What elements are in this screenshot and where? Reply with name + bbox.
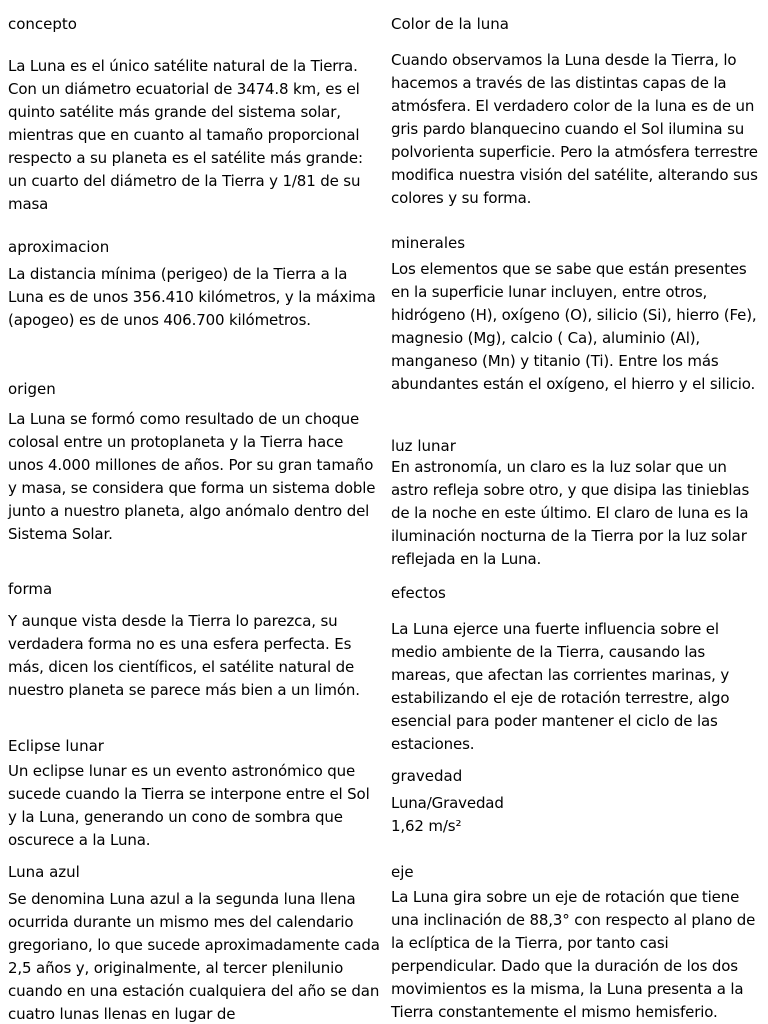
section-eclipse-lunar [8,736,380,756]
section-heading: aproximacion [8,238,110,256]
section-minerales-body [391,258,761,396]
section-eclipse-lunar-body [8,760,380,852]
section-text: La Luna es el único satélite natural de la Tierra. Con un diámetro ecuatorial de 3474.8 km, es el quinto satélite más grande del sistema solar, mientras que en cuanto al tamaño proporcional respecto a su planeta es el satélite más grande: un cuarto del diámetro de la Tierra y 1/81 de su masa [8,57,363,213]
section-text: Se denomina Luna azul a la segunda luna llena ocurrida durante un mismo mes del calendario gregoriano, lo que sucede aproximadamente cada 2,5 años y, originalmente, al tercer plenilunio cuando en una estación cualquiera del año se dan cuatro lunas llenas en lugar de [8,890,380,1023]
section-gravedad-body [391,792,761,838]
section-text: Cuando observamos la Luna desde la Tierra, lo hacemos a través de las distintas capas de la atmósfera. El verdadero color de la luna es de un gris pardo blanquecino cuando el Sol ilumina su polvorienta superficie. Pero la atmósfera terrestre modifica nuestra visión del satélite, alterando sus colores y su forma. [391,51,758,207]
section-minerales [391,233,761,253]
section-color-de-la-luna [391,14,761,34]
section-heading: forma [8,580,53,598]
section-heading: Luna azul [8,863,80,881]
section-text: Y aunque vista desde la Tierra lo parezca, su verdadera forma no es una esfera perfecta. Es más, dicen los científicos, el satélite natural de nuestro planeta se parece más bien a un limón. [8,612,360,699]
section-luna-azul [8,862,380,882]
section-text: En astronomía, un claro es la luz solar que un astro refleja sobre otro, y que disipa las tinieblas de la noche en este último. El claro de luna es la iluminación nocturna de la Tierra por la luz solar reflejada en la Luna. [391,458,750,568]
section-heading: gravedad [391,767,463,785]
section-origen [8,379,380,399]
section-heading: origen [8,380,56,398]
section-luz-lunar [391,436,761,456]
section-heading: eje [391,863,414,881]
section-heading: minerales [391,234,466,252]
section-forma [8,579,380,599]
section-text: La distancia mínima (perigeo) de la Tierra a la Luna es de unos 356.410 kilómetros, y la máxima (apogeo) es de unos 406.700 kilómetros. [8,265,376,329]
section-heading: luz lunar [391,437,456,455]
section-heading: efectos [391,584,446,602]
section-aproximacion-body [8,263,380,332]
section-luz-lunar-body [391,456,761,571]
gravity-value: 1,62 m/s² [391,817,462,835]
section-color-de-la-luna-body [391,49,761,210]
section-heading: concepto [8,15,77,33]
section-efectos-body [391,618,761,756]
section-forma-body [8,610,380,702]
section-heading: Eclipse lunar [8,737,104,755]
section-text: La Luna ejerce una fuerte influencia sobre el medio ambiente de la Tierra, causando las mareas, que afectan las corrientes marinas, y estabilizando el eje de rotación terrestre, algo esencial para poder mantener el ciclo de las estaciones. [391,620,730,753]
section-gravedad [391,766,761,786]
section-text: Los elementos que se sabe que están presentes en la superficie lunar incluyen, entre otros, hidrógeno (H), oxígeno (O), silicio (Si), hierro (Fe), magnesio (Mg), calcio ( Ca), aluminio (Al), manganeso (Mn) y titanio (Ti). Entre los más abundantes están el oxígeno, el hierro y el silicio. [391,260,757,393]
section-heading: Color de la luna [391,15,509,33]
section-origen-body [8,408,380,546]
section-efectos [391,583,761,603]
gravity-label: Luna/Gravedad [391,794,504,812]
section-concepto-body [8,55,380,216]
section-aproximacion [8,237,380,257]
section-text: La Luna se formó como resultado de un choque colosal entre un protoplaneta y la Tierra hace unos 4.000 millones de años. Por su gran tamaño y masa, se considera que forma un sistema doble junto a nuestro planeta, algo anómalo dentro del Sistema Solar. [8,410,376,543]
section-concepto [8,14,380,34]
section-eje [391,862,761,882]
section-text: Un eclipse lunar es un evento astronómico que sucede cuando la Tierra se interpone entre el Sol y la Luna, generando un cono de sombra que oscurece a la Luna. [8,762,370,849]
section-luna-azul-body [8,888,380,1024]
section-eje-body [391,886,761,1024]
section-text: La Luna gira sobre un eje de rotación que tiene una inclinación de 88,3° con respecto al plano de la eclíptica de la Tierra, por tanto casi perpendicular. Dado que la duración de los dos movimientos es la misma, la Luna presenta a la Tierra constantemente el mismo hemisferio. [391,888,756,1021]
